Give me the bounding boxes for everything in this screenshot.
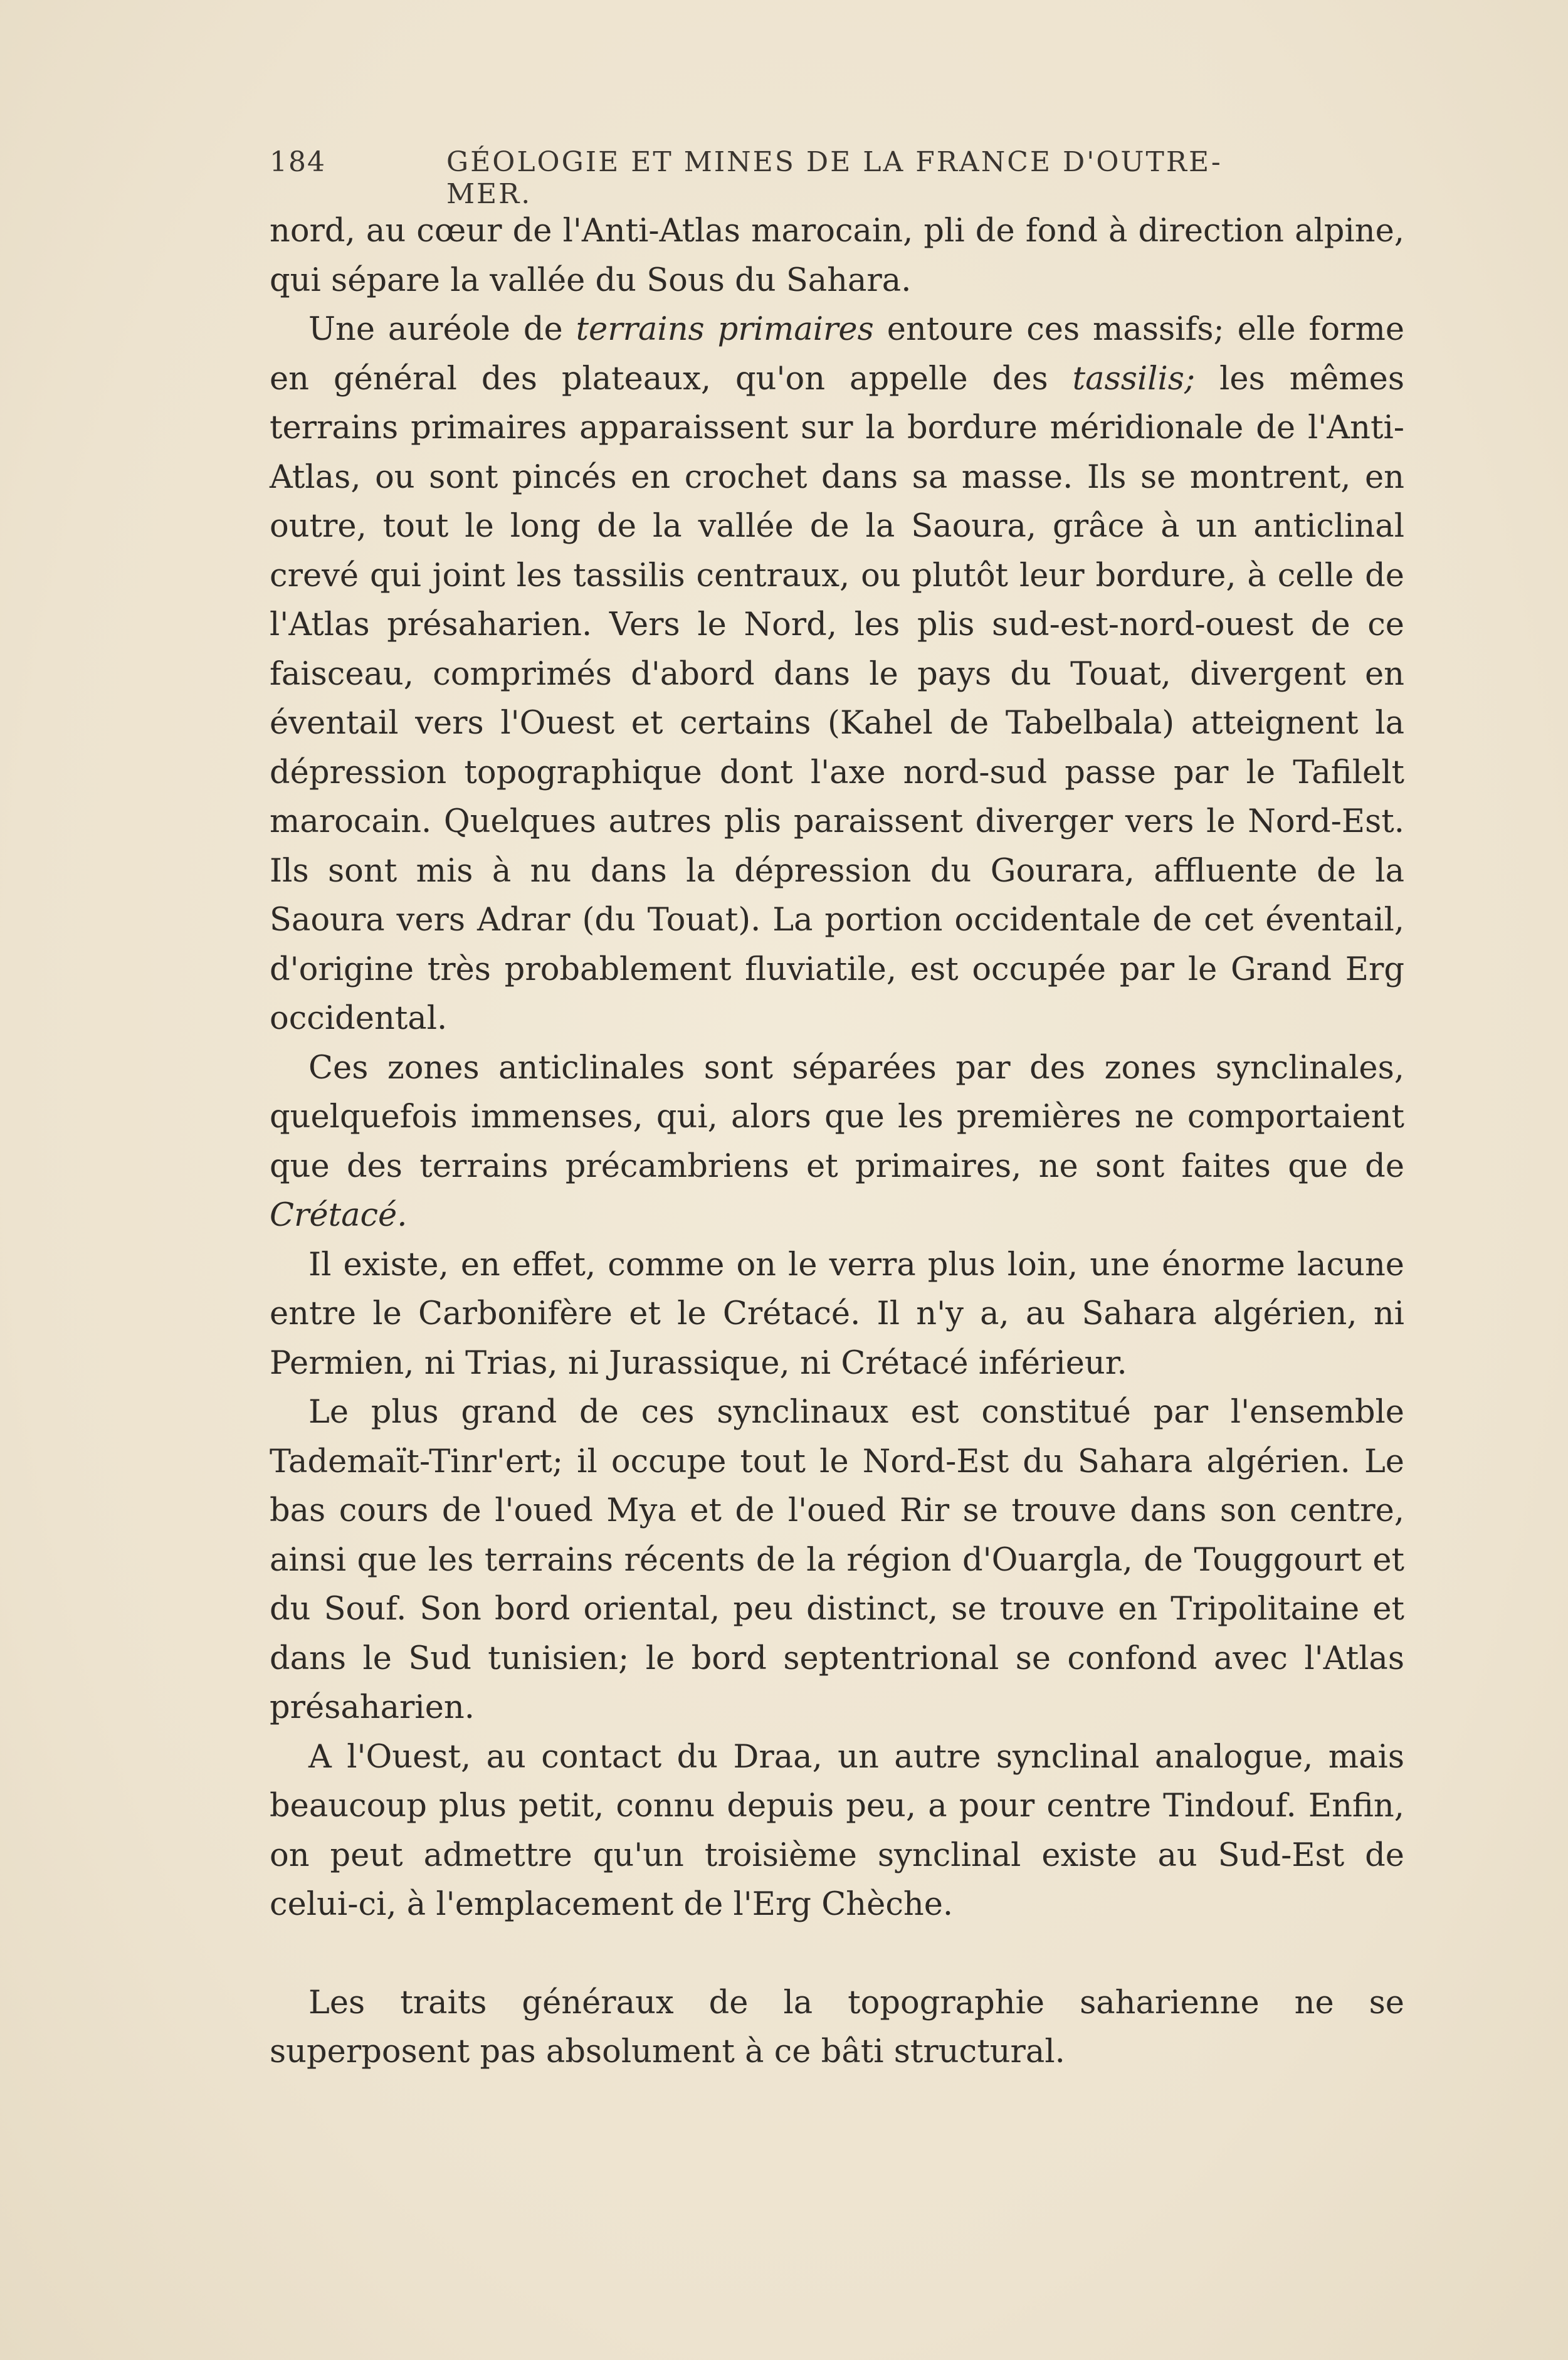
paragraph-6: A l'Ouest, au contact du Draa, un autre synclinal analogue, mais beaucoup plus petit, connu depuis peu, a pour centre Tindouf. Enfin, on peut admettre qu'un troisième synclinal existe au Sud-Est de celui-ci, à l'emplacement de l'Erg Chèche. bbox=[270, 1738, 1404, 1923]
term-tassilis: tassilis; bbox=[1072, 360, 1196, 398]
paragraph-2-part-b: entoure ces massifs; elle forme en général des plateaux, qu'on appelle des bbox=[270, 311, 1405, 398]
paragraph-3-part-a: Ces zones anticlinales sont séparées par des zones synclinales, quelquefois immenses, qui, alors que les premières ne comportaient que des terrains précambriens et primaires, ne sont faites que de bbox=[270, 1049, 1404, 1185]
term-cretace: Crétacé. bbox=[270, 1197, 408, 1234]
paragraph-4: Il existe, en effet, comme on le verra plus loin, une énorme lacune entre le Carbonifère et le Crétacé. Il n'y a, au Sahara algérien, ni Permien, ni Trias, ni Jurassique, ni Crétacé inférieur. bbox=[270, 1246, 1404, 1382]
paragraph-7: Les traits généraux de la topographie saharienne ne se superposent pas absolument à ce bâti structural. bbox=[270, 1984, 1404, 2070]
page-number: 184 bbox=[270, 146, 326, 178]
paragraph-1: nord, au cœur de l'Anti-Atlas marocain, pli de fond à direction alpine, qui sépare la vallée du Sous du Sahara. bbox=[270, 213, 1404, 299]
page-header bbox=[270, 141, 1260, 210]
paragraph-2-part-c: les mêmes terrains primaires apparaissent sur la bordure méridionale de l'Anti-Atlas, ou sont pincés en crochet dans sa masse. Ils se montrent, en outre, tout le long de la vallée de la Saoura, grâce à un anticlinal crevé qui joint les tassilis centraux, ou plutôt leur bordure, à celle de l'Atlas présaharien. Vers le Nord, les plis sud-est-nord-ouest de ce faisceau, comprimés d'abord dans le pays du Touat, divergent en éventail vers l'Ouest et certains (Kahel de Tabelbala) atteignent la dépression topographique dont l'axe nord-sud passe par le Tafilelt marocain. Quelques autres plis paraissent diverger vers le Nord-Est. Ils sont mis à nu dans la dépression du Gourara, affluente de la Saoura vers Adrar (du Touat). La portion occidentale de cet éventail, d'origine très probablement fluviatile, est occupée par le Grand Erg occidental. bbox=[270, 360, 1404, 1037]
term-terrains-primaires: terrains primaires bbox=[576, 311, 874, 348]
paragraph-3 bbox=[270, 1044, 1404, 1241]
running-title: GÉOLOGIE ET MINES DE LA FRANCE D'OUTRE-MER. bbox=[446, 146, 1223, 210]
paragraph-2 bbox=[270, 305, 1404, 1044]
body-text bbox=[270, 207, 1404, 2077]
paragraph-2-part-a: Une auréole de bbox=[308, 311, 576, 348]
paragraph-5: Le plus grand de ces synclinaux est constitué par l'ensemble Tademaït-Tinr'ert; il occupe tout le Nord-Est du Sahara algérien. Le bas cours de l'oued Mya et de l'oued Rir se trouve dans son centre, ainsi que les terrains récents de la région d'Ouargla, de Touggourt et du Souf. Son bord oriental, peu distinct, se trouve en Tripolitaine et dans le Sud tunisien; le bord septentrional se confond avec l'Atlas présaharien. bbox=[270, 1394, 1404, 1726]
